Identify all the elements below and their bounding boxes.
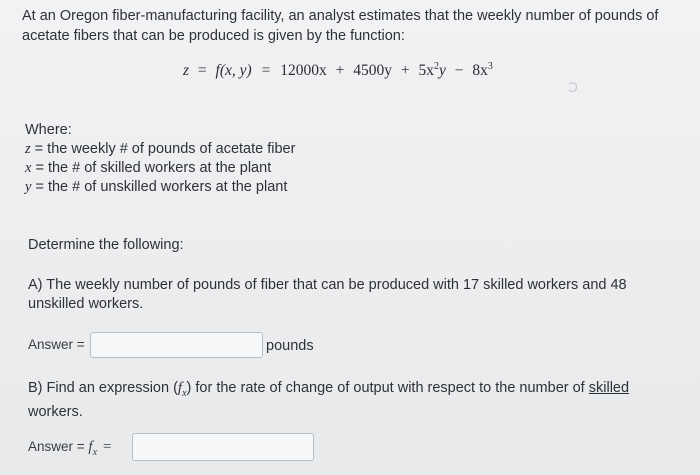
eq-term-3-coef: 5x bbox=[418, 62, 434, 79]
part-b-question bbox=[28, 379, 638, 422]
eq-term-4-exp: 3 bbox=[487, 60, 493, 72]
definition-y bbox=[25, 178, 295, 197]
part-b-answer-label: Answer = bbox=[28, 439, 85, 454]
eq-term-1: 12000x bbox=[280, 62, 327, 79]
intro-text: At an Oregon fiber-manufacturing facility, an analyst estimates that the weekly number of pounds of acetate fibers that can be produced is given by the function: bbox=[22, 8, 659, 44]
part-b-answer-fx-sub: x bbox=[92, 447, 98, 458]
definition-desc: = the weekly # of pounds of acetate fiber bbox=[30, 141, 296, 157]
definition-desc: = the # of unskilled workers at the plant bbox=[31, 179, 288, 195]
definition-var: z bbox=[25, 141, 31, 157]
part-b-answer-row bbox=[28, 439, 112, 458]
eq-term-4-coef: 8x bbox=[472, 62, 488, 79]
part-a-question: A) The weekly number of pounds of fiber that can be produced with 17 skilled workers and 48 unskilled workers. bbox=[28, 277, 627, 312]
where-label: Where: bbox=[25, 122, 72, 138]
part-b-text-pre: B) Find an expression ( bbox=[28, 380, 178, 396]
definition-desc: = the # of skilled workers at the plant bbox=[31, 160, 272, 176]
part-b-text-mid: ) for the rate of change of output with respect to the number of bbox=[186, 380, 589, 396]
eq-minus: − bbox=[454, 62, 464, 79]
part-b-fx bbox=[177, 380, 187, 399]
part-a-units: pounds bbox=[266, 338, 314, 354]
part-b-answer-input[interactable] bbox=[132, 433, 314, 461]
variable-definitions bbox=[25, 121, 295, 197]
definition-var: y bbox=[25, 179, 32, 195]
definition-x bbox=[25, 159, 295, 178]
definition-var: x bbox=[25, 160, 32, 176]
eq-equals-1: = bbox=[197, 62, 207, 79]
part-b-answer-fx bbox=[88, 439, 98, 458]
part-b-fx-sub: x bbox=[182, 388, 187, 399]
part-a-answer-label: Answer = bbox=[28, 337, 85, 352]
eq-term-3-var: y bbox=[438, 62, 446, 79]
part-b-text-post: workers. bbox=[28, 404, 83, 420]
production-function-equation bbox=[183, 62, 493, 80]
determine-heading: Determine the following: bbox=[28, 237, 184, 253]
eq-lhs: z bbox=[183, 62, 190, 79]
definition-z bbox=[25, 140, 295, 159]
eq-plus-2: + bbox=[400, 62, 410, 79]
eq-term-2: 4500y bbox=[353, 62, 392, 79]
eq-term-3-exp: 2 bbox=[433, 60, 439, 72]
part-b-underlined-word: skilled bbox=[588, 380, 630, 396]
part-b-answer-fx-var: f bbox=[88, 439, 93, 455]
pen-stroke-icon bbox=[566, 80, 580, 94]
part-b-fx-var: f bbox=[177, 380, 183, 396]
eq-equals-2: = bbox=[261, 62, 271, 79]
part-a-answer-input[interactable] bbox=[90, 332, 263, 358]
eq-function: f(x, y) bbox=[215, 62, 252, 79]
part-b-answer-equals: = bbox=[103, 439, 112, 455]
eq-plus-1: + bbox=[335, 62, 345, 79]
